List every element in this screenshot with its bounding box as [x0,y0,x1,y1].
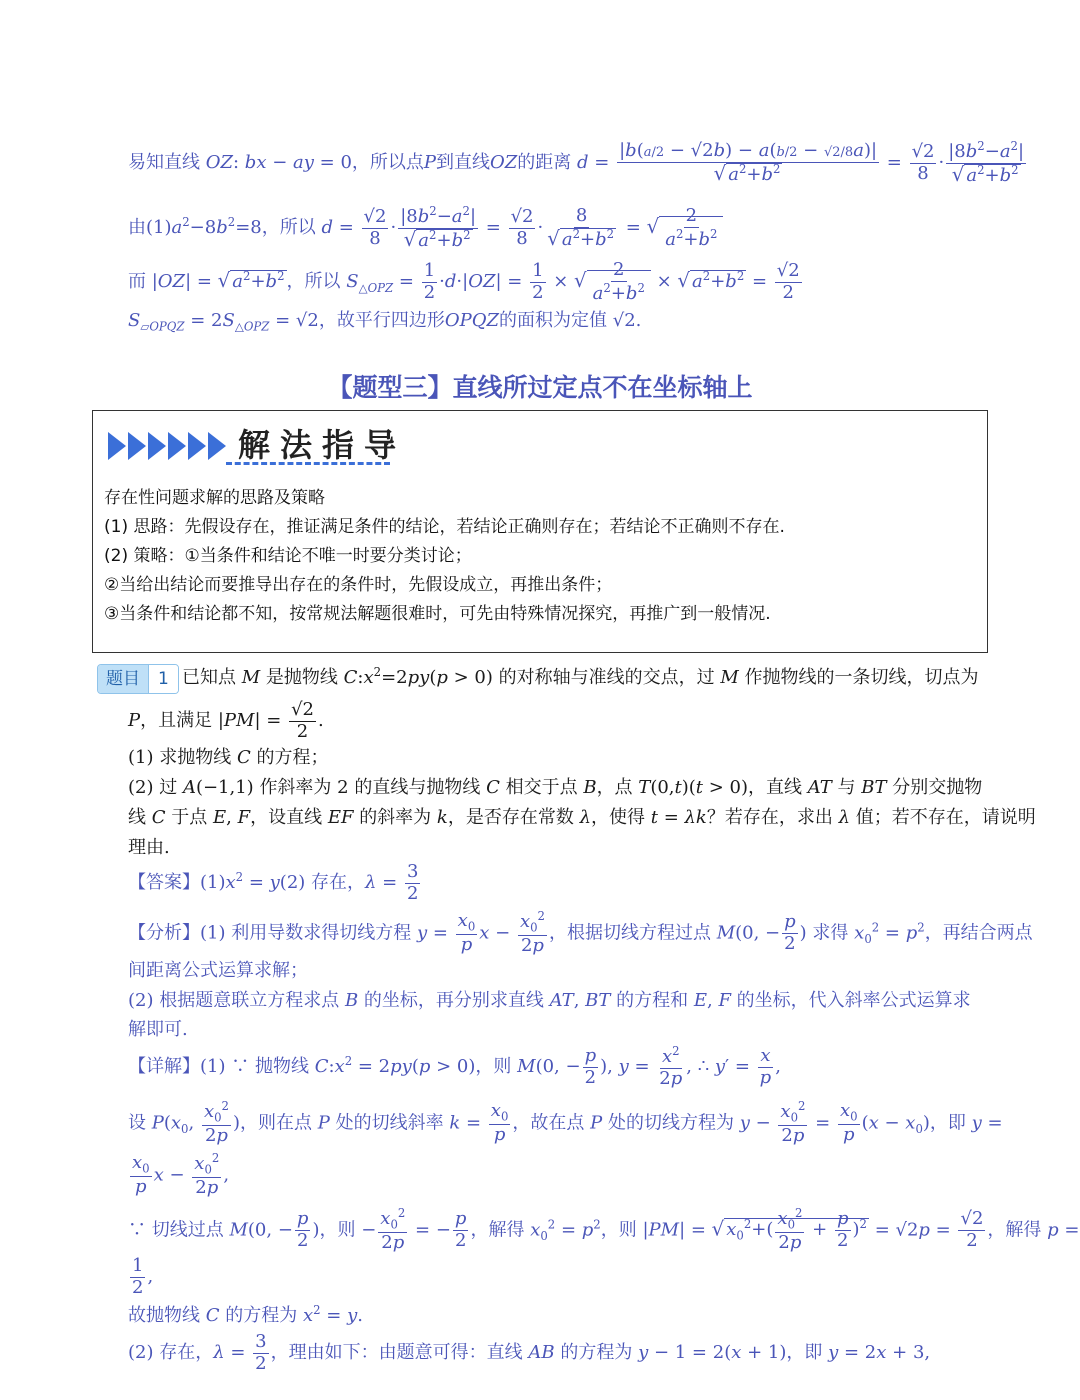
method-heading: 解法指导 [238,426,407,464]
question-1: (1) 求抛物线 C 的方程； [128,747,329,768]
problem-tag-number: 1 [148,665,178,693]
analysis-line-4: 解即可. [128,1019,188,1040]
problem-tag [97,664,179,694]
problem-line-1: 已知点 M 是抛物线 $C:x^2=2py(p > 0)$ 的对称轴与准线的交点，过 M 作抛物线的一条切线，切点为 [182,665,979,688]
detail-line-2: 设 $P(x_0$, $\frac{x_0^2}{2p}$ )，则在点 P 处的切线斜率 k = $\frac{x_0}{p}$ ，故在点 P 处的切线方程为 y − $\frac{x_0^2}{2p}$ = $\frac{x_0}{p}$ $(x - x_0)$，即 y = [128,1099,1003,1147]
top-line-4: $S_{▱OPQZ} = 2S_{\triangle OPZ} = √2$，故平行四边形OPQZ的面积为定值 √2. [128,310,642,334]
section-title: 【题型三】直线所过定点不在坐标轴上 [327,373,753,402]
analysis-line-2: 间距离公式运算求解； [128,960,308,981]
question-2-end: 理由. [128,837,170,858]
top-line-3: 而 |OZ| = √ $a^2+b^2$ ，所以 $S_{\triangle OPZ}$ = $\frac{1}{2}$ ·d·|OZ| = $\frac{1}{2}$ × √ $\frac{2}{a^2+b^2}$ × √ $a^2+b^2$ = $\frac{√2}{2}$ [128,259,800,304]
detail-line-7: (2) 存在，λ = $\frac{3}{2}$ ，理由如下：由题意可得：直线 AB 的方程为 y − 1 = 2(x + 1)，即 y = 2x + 3, [128,1331,931,1374]
detail-line-1: 【详解】(1) ∵ 抛物线 $C:x^2 = 2py(p > 0)$，则 M(0, − $\frac{p}{2}$ ), y = $\frac{x^2}{2p}$ , ∴ y′ = $\frac{x}{p}$ , [128,1044,781,1089]
analysis-line-1: 【分析】(1) 利用导数求得切线方程 y = $\frac{x_0}{p}$ x − $\frac{x_0^2}{2p}$ ，根据切线方程过点 M(0, − $\frac{p}{2}$ ) 求得 $x_0^2 = p^2$，再结合两点 [128,909,1033,957]
chevron-arrows-icon [108,432,228,460]
answer-line: 【答案】$(1)x^2 = y(2)$ 存在，λ = $\frac{3}{2}$ [128,861,419,904]
problem-tag-label: 题目 [98,665,148,693]
detail-line-5: $\frac{1}{2}$ , [132,1255,154,1298]
method-line: (2) 策略：①当条件和结论不唯一时要分类讨论； [104,546,472,566]
detail-line-6: 故抛物线 C 的方程为 $x^2 = y$. [128,1303,364,1326]
question-2: (2) 过 A(−1,1) 作斜率为 2 的直线与抛物线 C 相交于点 B，点 T(0,t)(t > 0)，直线 AT 与 BT 分别交抛物 [128,777,983,798]
problem-line-2: P，且满足 |PM| = $\frac{√2}{2}$ . [128,699,324,742]
analysis-line-3: (2) 根据题意联立方程求点 B 的坐标，再分别求直线 AT, BT 的方程和 E, F 的坐标，代入斜率公式运算求 [128,990,971,1011]
method-line: (1) 思路：先假设存在，推证满足条件的结论，若结论正确则存在；若结论不正确则不存在. [104,517,785,537]
method-line: ③当条件和结论都不知，按常规法解题很难时，可先由特殊情况探究，再推广到一般情况. [104,604,771,624]
detail-line-3: $\frac{x_0}{p}$ x − $\frac{x_0^2}{2p}$ , [132,1151,230,1199]
question-2-cont: 线 C 于点 E, F，设直线 EF 的斜率为 k，是否存在常数 λ，使得 t = λk？若存在，求出 λ 值；若不存在，请说明 [128,807,1036,828]
method-heading-underline [226,462,390,465]
method-line: ②当给出结论而要推导出存在的条件时，先假设成立，再推出条件； [104,575,613,595]
top-line-1: 易知直线 OZ: bx − ay = 0，所以点P到直线OZ的距离 d = $\frac{|b(a/2 - √2b) - a(b/2 - √2/8a)|}{√ a^2+b^2}$ = $\frac{√2}{8}$ · $\frac{|8b^2-a^2|}{√ a^2+b^2}$ [128,139,1025,186]
top-line-2: 由$(1)a^2-8b^2=8$，所以 d = $\frac{√2}{8}$ · $\frac{|8b^2-a^2|}{√ a^2+b^2}$ = $\frac{√2}{8}$ · $\frac{8}{√ a^2+b^2}$ = √ $\frac{2}{a^2+b^2}$ [128,205,723,251]
method-line: 存在性问题求解的思路及策略 [104,488,325,508]
detail-line-4: ∵ 切线过点 M(0, − $\frac{p}{2}$ )，则 − $\frac{x_0^2}{2p}$ = − $\frac{p}{2}$ ，解得 $x_0^2 = p^2$，则 |PM| = √ $x_0^2+$( $\frac{x_0^2}{2p}$ + $\frac{p}{2}$ )$^2$ = √2p = $\frac{√2}{2}$ ，解得 p = [128,1206,1080,1254]
